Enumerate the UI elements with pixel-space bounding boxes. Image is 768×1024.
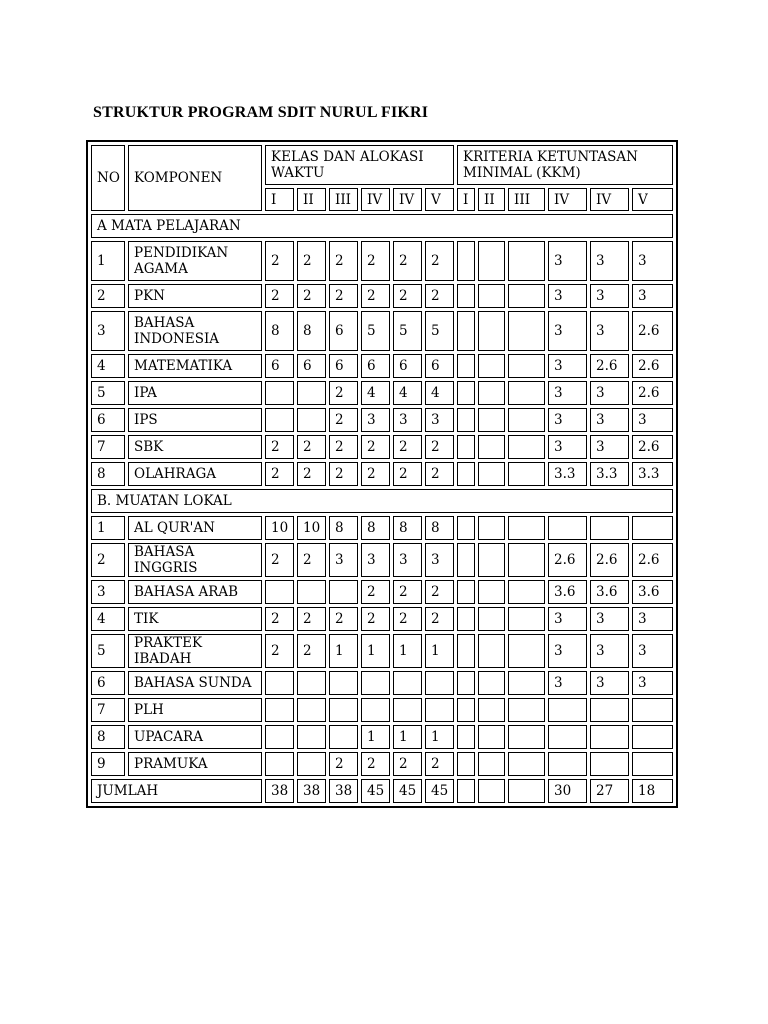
kelas-col-header: I	[265, 188, 294, 211]
kkm-cell: 3.3	[590, 462, 629, 486]
table-row	[91, 241, 673, 281]
alloc-cell: 2	[329, 381, 358, 405]
kkm-cell	[508, 241, 545, 281]
alloc-cell	[297, 725, 326, 749]
kkm-cell	[508, 435, 545, 459]
kkm-cell	[508, 752, 545, 776]
row-number: 2	[91, 543, 125, 577]
kkm-cell	[508, 607, 545, 631]
kkm-cell	[508, 284, 545, 308]
table-row	[91, 354, 673, 378]
kkm-cell: 3	[590, 284, 629, 308]
kkm-cell	[478, 462, 505, 486]
alloc-cell: 6	[361, 354, 390, 378]
row-number: 2	[91, 284, 125, 308]
kkm-cell	[508, 516, 545, 540]
alloc-cell	[425, 698, 454, 722]
alloc-cell: 2	[265, 607, 294, 631]
kkm-cell: 3	[590, 241, 629, 281]
row-number: 1	[91, 241, 125, 281]
kkm-cell	[548, 698, 587, 722]
kkm-cell	[478, 543, 505, 577]
kkm-cell	[478, 671, 505, 695]
kkm-cell: 3	[548, 435, 587, 459]
subject-name: PKN	[128, 284, 262, 308]
alloc-cell: 2	[393, 607, 422, 631]
kelas-col-header: II	[297, 188, 326, 211]
alloc-cell: 1	[393, 634, 422, 668]
alloc-cell: 2	[297, 543, 326, 577]
alloc-cell: 10	[265, 516, 294, 540]
table-row	[91, 752, 673, 776]
header-row	[91, 145, 673, 185]
kkm-cell: 3	[548, 607, 587, 631]
alloc-cell: 1	[393, 725, 422, 749]
alloc-cell: 3	[361, 408, 390, 432]
kkm-cell: 3	[590, 408, 629, 432]
kkm-cell	[478, 698, 505, 722]
total-alloc-cell: 45	[425, 779, 454, 803]
kkm-cell: 3	[590, 311, 629, 351]
kkm-cell	[457, 698, 475, 722]
alloc-cell	[265, 580, 294, 604]
kkm-col-header: IV	[590, 188, 629, 211]
alloc-cell: 2	[329, 462, 358, 486]
kkm-cell: 3.6	[632, 580, 673, 604]
alloc-cell	[297, 671, 326, 695]
alloc-cell: 2	[393, 580, 422, 604]
alloc-cell	[297, 408, 326, 432]
kkm-cell	[508, 698, 545, 722]
alloc-cell: 2	[425, 435, 454, 459]
kkm-cell	[457, 516, 475, 540]
header-komponen: KOMPONEN	[128, 145, 262, 211]
subject-name: AL QUR'AN	[128, 516, 262, 540]
total-alloc-cell: 38	[297, 779, 326, 803]
alloc-cell: 3	[361, 543, 390, 577]
alloc-cell	[265, 671, 294, 695]
alloc-cell: 8	[393, 516, 422, 540]
kkm-cell	[457, 408, 475, 432]
kkm-cell: 3.3	[548, 462, 587, 486]
kkm-cell	[548, 725, 587, 749]
table-row	[91, 634, 673, 668]
alloc-cell	[361, 671, 390, 695]
subject-name: UPACARA	[128, 725, 262, 749]
subject-name: IPA	[128, 381, 262, 405]
alloc-cell: 2	[265, 634, 294, 668]
total-kkm-cell: 30	[548, 779, 587, 803]
alloc-cell: 2	[361, 284, 390, 308]
row-number: 4	[91, 607, 125, 631]
row-number: 1	[91, 516, 125, 540]
row-number: 5	[91, 381, 125, 405]
kkm-cell: 2.6	[548, 543, 587, 577]
total-alloc-cell: 45	[393, 779, 422, 803]
alloc-cell: 2	[297, 241, 326, 281]
alloc-cell	[297, 752, 326, 776]
alloc-cell	[329, 580, 358, 604]
section-title: B. MUATAN LOKAL	[91, 489, 673, 513]
alloc-cell: 2	[329, 607, 358, 631]
row-number: 9	[91, 752, 125, 776]
alloc-cell: 2	[361, 752, 390, 776]
kkm-cell: 2.6	[632, 543, 673, 577]
row-number: 8	[91, 462, 125, 486]
alloc-cell: 3	[329, 543, 358, 577]
alloc-cell	[265, 698, 294, 722]
subject-name: PENDIDIKAN AGAMA	[128, 241, 262, 281]
kkm-cell: 2.6	[632, 311, 673, 351]
alloc-cell: 2	[393, 462, 422, 486]
table-row	[91, 516, 673, 540]
kkm-cell	[478, 408, 505, 432]
table-row	[91, 698, 673, 722]
alloc-cell: 8	[297, 311, 326, 351]
alloc-cell	[265, 408, 294, 432]
alloc-cell	[425, 671, 454, 695]
table-row	[91, 435, 673, 459]
kkm-cell: 3	[632, 284, 673, 308]
subject-name: PRAMUKA	[128, 752, 262, 776]
alloc-cell: 8	[329, 516, 358, 540]
header-no: NO	[91, 145, 125, 211]
alloc-cell: 6	[329, 311, 358, 351]
kkm-cell	[478, 752, 505, 776]
alloc-cell: 3	[425, 408, 454, 432]
kkm-cell: 2.6	[632, 354, 673, 378]
kkm-cell: 2.6	[590, 543, 629, 577]
kkm-cell	[548, 752, 587, 776]
alloc-cell: 2	[297, 462, 326, 486]
alloc-cell: 2	[361, 435, 390, 459]
page-title: STRUKTUR PROGRAM SDIT NURUL FIKRI	[93, 104, 429, 121]
table-row	[91, 408, 673, 432]
alloc-cell: 4	[393, 381, 422, 405]
total-row	[91, 779, 673, 803]
kkm-col-header: I	[457, 188, 475, 211]
kkm-cell	[457, 381, 475, 405]
total-kkm-cell: 18	[632, 779, 673, 803]
row-number: 3	[91, 580, 125, 604]
kkm-cell: 3.6	[590, 580, 629, 604]
alloc-cell: 2	[297, 634, 326, 668]
alloc-cell: 2	[297, 284, 326, 308]
kkm-cell	[508, 634, 545, 668]
kkm-cell	[632, 698, 673, 722]
subject-name: PLH	[128, 698, 262, 722]
kkm-cell	[457, 752, 475, 776]
kkm-cell	[457, 634, 475, 668]
alloc-cell: 2	[329, 408, 358, 432]
kkm-cell: 3	[548, 381, 587, 405]
kkm-cell	[508, 462, 545, 486]
alloc-cell: 5	[361, 311, 390, 351]
alloc-cell	[329, 725, 358, 749]
kkm-cell	[457, 354, 475, 378]
alloc-cell: 2	[361, 241, 390, 281]
alloc-cell: 2	[393, 435, 422, 459]
row-number: 6	[91, 408, 125, 432]
alloc-cell: 4	[361, 381, 390, 405]
alloc-cell	[265, 725, 294, 749]
alloc-cell: 2	[361, 607, 390, 631]
kkm-cell	[478, 435, 505, 459]
alloc-cell: 2	[265, 241, 294, 281]
alloc-cell: 2	[425, 607, 454, 631]
alloc-cell: 2	[265, 543, 294, 577]
alloc-cell	[297, 381, 326, 405]
kkm-col-header: II	[478, 188, 505, 211]
kkm-cell	[548, 516, 587, 540]
kkm-cell: 3	[632, 671, 673, 695]
total-kkm-cell	[478, 779, 505, 803]
alloc-cell: 1	[361, 725, 390, 749]
alloc-cell: 2	[393, 241, 422, 281]
alloc-cell: 6	[329, 354, 358, 378]
kkm-cell	[478, 607, 505, 631]
subject-name: BAHASA ARAB	[128, 580, 262, 604]
kkm-cell: 3.3	[632, 462, 673, 486]
kelas-col-header: IV	[361, 188, 390, 211]
alloc-cell: 2	[425, 580, 454, 604]
row-number: 7	[91, 435, 125, 459]
alloc-cell	[361, 698, 390, 722]
alloc-cell: 1	[425, 725, 454, 749]
alloc-cell: 2	[425, 462, 454, 486]
table-row	[91, 543, 673, 577]
alloc-cell: 1	[361, 634, 390, 668]
kkm-cell: 3	[548, 284, 587, 308]
kkm-cell	[508, 408, 545, 432]
row-number: 7	[91, 698, 125, 722]
alloc-cell	[329, 698, 358, 722]
row-number: 4	[91, 354, 125, 378]
alloc-cell: 2	[361, 580, 390, 604]
kkm-cell	[457, 462, 475, 486]
kkm-cell: 2.6	[632, 381, 673, 405]
kkm-cell	[457, 725, 475, 749]
kkm-cell: 2.6	[632, 435, 673, 459]
kelas-col-header: V	[425, 188, 454, 211]
kkm-cell	[457, 284, 475, 308]
kelas-col-header: IV	[393, 188, 422, 211]
kkm-cell	[478, 580, 505, 604]
total-label: JUMLAH	[91, 779, 262, 803]
alloc-cell: 8	[425, 516, 454, 540]
section-title: A MATA PELAJARAN	[91, 214, 673, 238]
header-kkm: KRITERIA KETUNTASAN MINIMAL (KKM)	[457, 145, 673, 185]
kkm-cell	[457, 543, 475, 577]
alloc-cell: 2	[329, 241, 358, 281]
subject-name: TIK	[128, 607, 262, 631]
total-kkm-cell	[457, 779, 475, 803]
alloc-cell: 2	[361, 462, 390, 486]
kkm-cell: 3	[548, 634, 587, 668]
kkm-cell: 3	[548, 311, 587, 351]
alloc-cell: 3	[393, 408, 422, 432]
total-kkm-cell: 27	[590, 779, 629, 803]
kkm-cell	[508, 671, 545, 695]
kkm-cell: 3.6	[548, 580, 587, 604]
kkm-col-header: IV	[548, 188, 587, 211]
kkm-cell	[457, 241, 475, 281]
table-row	[91, 284, 673, 308]
alloc-cell: 2	[329, 435, 358, 459]
kkm-cell: 3	[590, 381, 629, 405]
alloc-cell: 5	[393, 311, 422, 351]
kkm-cell	[632, 725, 673, 749]
subject-name: MATEMATIKA	[128, 354, 262, 378]
alloc-cell: 2	[329, 752, 358, 776]
kkm-cell	[478, 241, 505, 281]
alloc-cell: 10	[297, 516, 326, 540]
alloc-cell: 6	[425, 354, 454, 378]
kkm-cell	[478, 284, 505, 308]
kelas-col-header: III	[329, 188, 358, 211]
kkm-cell	[508, 580, 545, 604]
kkm-cell	[478, 516, 505, 540]
kkm-cell	[478, 381, 505, 405]
kkm-cell	[478, 634, 505, 668]
subject-name: SBK	[128, 435, 262, 459]
section-row	[91, 489, 673, 513]
row-number: 6	[91, 671, 125, 695]
header-kelas-alokasi: KELAS DAN ALOKASI WAKTU	[265, 145, 454, 185]
row-number: 5	[91, 634, 125, 668]
kkm-cell	[457, 671, 475, 695]
alloc-cell: 5	[425, 311, 454, 351]
alloc-cell: 6	[265, 354, 294, 378]
kkm-cell	[457, 311, 475, 351]
alloc-cell: 2	[265, 284, 294, 308]
alloc-cell	[393, 671, 422, 695]
table-row	[91, 462, 673, 486]
table-row	[91, 725, 673, 749]
alloc-cell	[265, 752, 294, 776]
alloc-cell: 2	[297, 607, 326, 631]
kkm-cell: 3	[632, 241, 673, 281]
alloc-cell: 2	[425, 284, 454, 308]
kkm-col-header: V	[632, 188, 673, 211]
subject-name: IPS	[128, 408, 262, 432]
kkm-cell: 3	[548, 408, 587, 432]
total-alloc-cell: 38	[265, 779, 294, 803]
alloc-cell: 8	[361, 516, 390, 540]
section-row	[91, 214, 673, 238]
subject-name: BAHASA INDONESIA	[128, 311, 262, 351]
total-alloc-cell: 45	[361, 779, 390, 803]
kkm-cell: 3	[548, 354, 587, 378]
alloc-cell: 3	[425, 543, 454, 577]
subject-name: PRAKTEK IBADAH	[128, 634, 262, 668]
total-alloc-cell: 38	[329, 779, 358, 803]
alloc-cell	[265, 381, 294, 405]
kkm-col-header: III	[508, 188, 545, 211]
kkm-cell: 3	[590, 435, 629, 459]
alloc-cell: 2	[265, 435, 294, 459]
subject-name: OLAHRAGA	[128, 462, 262, 486]
kkm-cell	[508, 381, 545, 405]
kkm-cell	[478, 311, 505, 351]
alloc-cell: 1	[425, 634, 454, 668]
kkm-cell	[508, 725, 545, 749]
table-row	[91, 580, 673, 604]
table-row	[91, 671, 673, 695]
alloc-cell: 4	[425, 381, 454, 405]
subject-name: BAHASA INGGRIS	[128, 543, 262, 577]
kkm-cell	[590, 516, 629, 540]
alloc-cell	[297, 580, 326, 604]
alloc-cell	[329, 671, 358, 695]
alloc-cell: 2	[329, 284, 358, 308]
alloc-cell: 2	[425, 241, 454, 281]
kkm-cell	[632, 516, 673, 540]
alloc-cell: 2	[265, 462, 294, 486]
table-row	[91, 311, 673, 351]
alloc-cell: 2	[297, 435, 326, 459]
alloc-cell: 2	[425, 752, 454, 776]
alloc-cell: 3	[393, 543, 422, 577]
subject-name: BAHASA SUNDA	[128, 671, 262, 695]
table-row	[91, 381, 673, 405]
alloc-cell: 2	[393, 752, 422, 776]
kkm-cell: 3	[632, 634, 673, 668]
kkm-cell: 2.6	[590, 354, 629, 378]
kkm-cell	[590, 752, 629, 776]
kkm-cell: 3	[590, 671, 629, 695]
alloc-cell: 6	[393, 354, 422, 378]
table-row	[91, 607, 673, 631]
kkm-cell	[457, 435, 475, 459]
kkm-cell: 3	[632, 408, 673, 432]
row-number: 8	[91, 725, 125, 749]
kkm-cell	[590, 698, 629, 722]
kkm-cell	[508, 354, 545, 378]
alloc-cell: 1	[329, 634, 358, 668]
program-structure-table	[86, 140, 678, 808]
kkm-cell	[478, 354, 505, 378]
kkm-cell: 3	[590, 634, 629, 668]
kkm-cell: 3	[632, 607, 673, 631]
total-kkm-cell	[508, 779, 545, 803]
row-number: 3	[91, 311, 125, 351]
kkm-cell	[508, 311, 545, 351]
kkm-cell	[457, 580, 475, 604]
alloc-cell	[297, 698, 326, 722]
alloc-cell	[393, 698, 422, 722]
alloc-cell: 2	[393, 284, 422, 308]
kkm-cell: 3	[548, 671, 587, 695]
kkm-cell	[508, 543, 545, 577]
kkm-cell	[632, 752, 673, 776]
kkm-cell	[457, 607, 475, 631]
kkm-cell: 3	[548, 241, 587, 281]
alloc-cell: 6	[297, 354, 326, 378]
kkm-cell	[590, 725, 629, 749]
alloc-cell: 8	[265, 311, 294, 351]
kkm-cell	[478, 725, 505, 749]
kkm-cell: 3	[590, 607, 629, 631]
